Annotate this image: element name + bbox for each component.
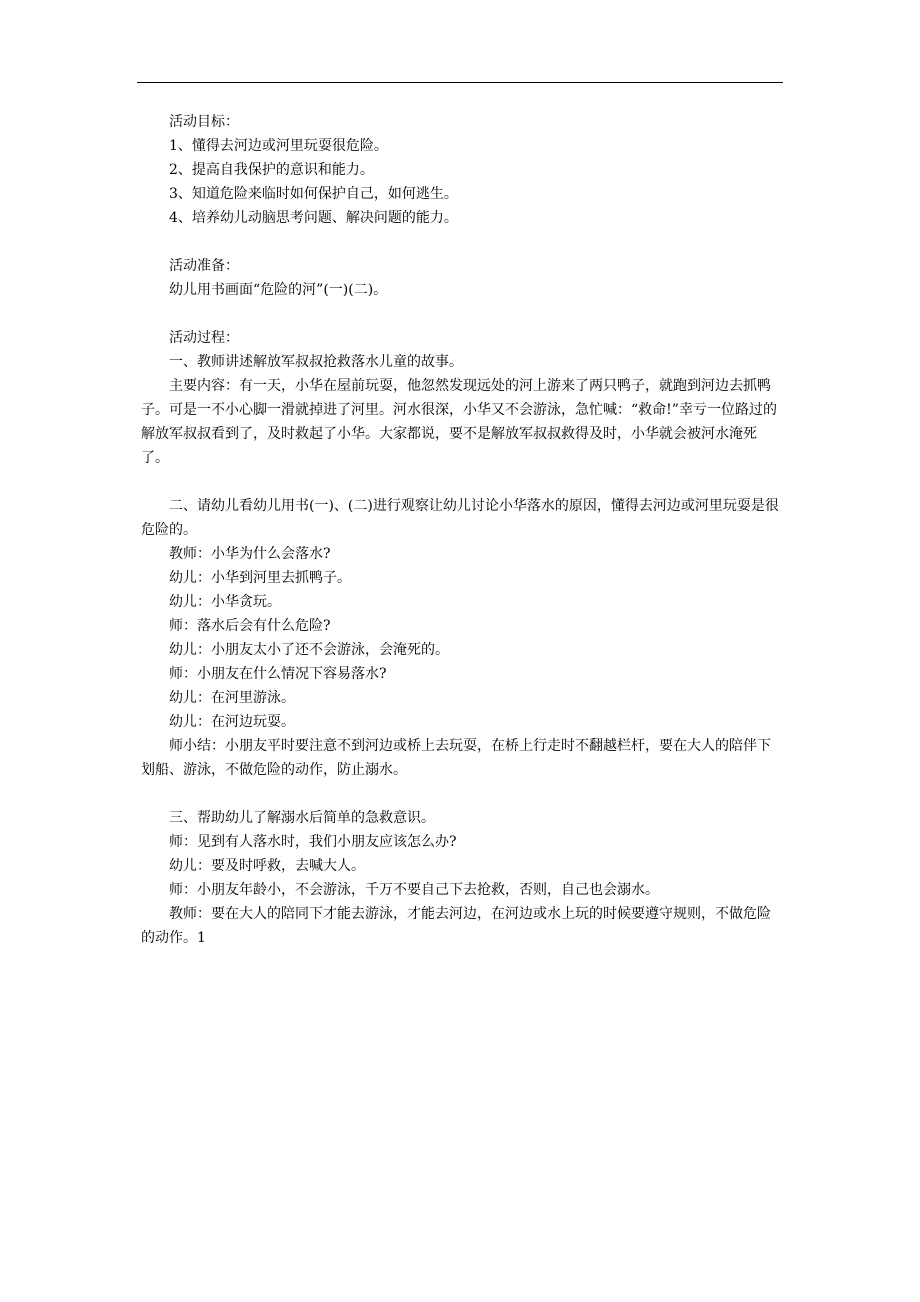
goal-item-2: 2、提高自我保护的意识和能力。 xyxy=(169,162,374,178)
goal-item-3: 3、知道危险来临时如何保护自己，如何逃生。 xyxy=(169,186,458,202)
dialogue-line: 师：见到有人落水时，我们小朋友应该怎么办? xyxy=(169,834,457,850)
process-heading: 活动过程： xyxy=(169,330,239,346)
dialogue-line: 教师：小华为什么会落水? xyxy=(169,546,331,562)
part3-closing: 教师：要在大人的陪同下才能去游泳，才能去河边，在河边或水上玩的时候要遵守规则，不做危险的动作。1 xyxy=(141,906,771,946)
dialogue-line: 幼儿：小华贪玩。 xyxy=(169,594,281,610)
part2-title: 二、请幼儿看幼儿用书(一)、(二)进行观察让幼儿讨论小华落水的原因，懂得去河边或河里玩耍是很危险的。 xyxy=(141,498,779,538)
spacer xyxy=(141,230,783,254)
part2-summary: 师小结：小朋友平时要注意不到河边或桥上去玩耍，在桥上行走时不翻越栏杆，要在大人的陪伴下划船、游泳，不做危险的动作，防止溺水。 xyxy=(141,738,771,778)
goal-item-1: 1、懂得去河边或河里玩耍很危险。 xyxy=(169,138,388,154)
dialogue-line: 幼儿：小朋友太小了还不会游泳，会淹死的。 xyxy=(169,642,449,658)
part3-title: 三、帮助幼儿了解溺水后简单的急救意识。 xyxy=(169,810,435,826)
dialogue-line: 师：小朋友在什么情况下容易落水? xyxy=(169,666,387,682)
goal-item-4: 4、培养幼儿动脑思考问题、解决问题的能力。 xyxy=(169,210,458,226)
spacer xyxy=(141,782,783,806)
header-rule xyxy=(137,82,783,83)
part1-story: 主要内容：有一天，小华在屋前玩耍，他忽然发现远处的河上游来了两只鸭子，就跑到河边去抓鸭子。可是一不小心脚一滑就掉进了河里。河水很深，小华又不会游泳，急忙喊：“救命!”幸亏一位路过的解放军叔叔看到了，及时救起了小华。大家都说，要不是解放军叔叔救得及时，小华就会被河水淹死了。 xyxy=(141,378,777,466)
dialogue-line: 幼儿：小华到河里去抓鸭子。 xyxy=(169,570,351,586)
dialogue-line: 幼儿：在河里游泳。 xyxy=(169,690,295,706)
spacer xyxy=(141,470,783,494)
dialogue-line: 幼儿：要及时呼救，去喊大人。 xyxy=(169,858,365,874)
dialogue-line: 师：小朋友年龄小，不会游泳，千万不要自己下去抢救，否则，自己也会溺水。 xyxy=(169,882,659,898)
document-body xyxy=(141,110,783,950)
preparation-heading: 活动准备： xyxy=(169,258,239,274)
preparation-item: 幼儿用书画面“危险的河”(一)(二)。 xyxy=(169,282,388,298)
spacer xyxy=(141,302,783,326)
dialogue-line: 幼儿：在河边玩耍。 xyxy=(169,714,295,730)
dialogue-line: 师：落水后会有什么危险? xyxy=(169,618,331,634)
part1-title: 一、教师讲述解放军叔叔抢救落水儿童的故事。 xyxy=(169,354,463,370)
goals-heading: 活动目标： xyxy=(169,114,239,130)
